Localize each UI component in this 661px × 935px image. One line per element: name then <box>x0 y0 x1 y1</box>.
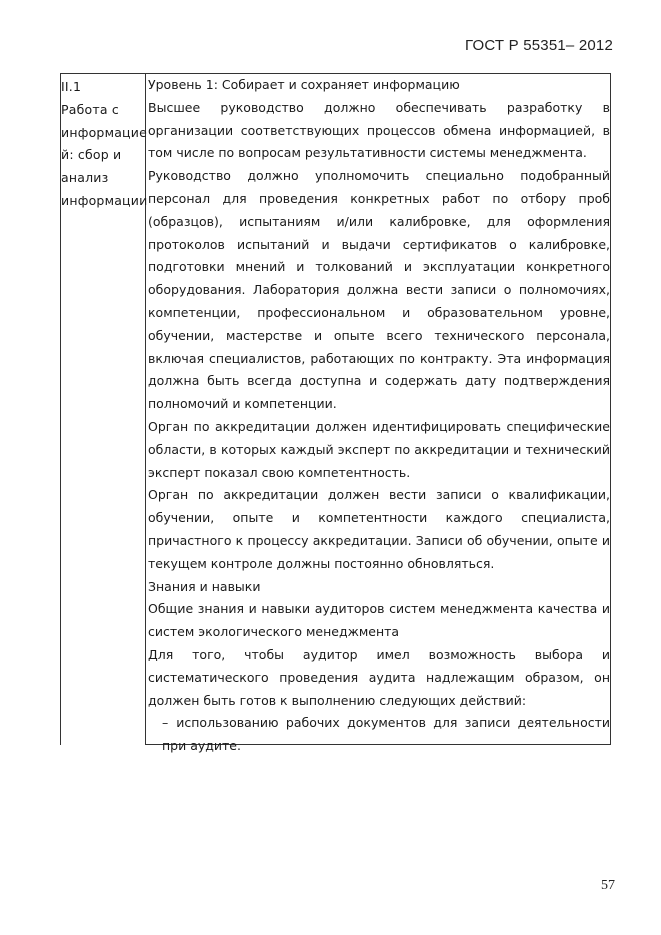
section-title-line-4: анализ <box>61 170 109 186</box>
knowledge-heading: Знания и навыки <box>148 578 261 594</box>
paragraph-auditor-actions: Для того, чтобы аудитор имел возможность выбора и систематического проведения аудита надлежащим образом, он должен быть готов к выполнению следующих действий: <box>148 646 610 708</box>
bullet-text: использованию рабочих документов для записи деятельности при аудите. <box>162 715 610 754</box>
paragraph-accreditation-areas: Орган по аккредитации должен идентифицировать специфические области, в которых каждый эксперт по аккредитации и технический эксперт показал свою компетентность. <box>148 418 610 480</box>
paragraph-accreditation-records: Орган по аккредитации должен вести записи о квалификации, обучении, опыте и компетентности каждого специалиста, причастного к процессу аккредитации. Записи об обучении, опыте и текущем контроле должны постоянно обновляться. <box>148 487 610 571</box>
left-cell <box>61 76 148 213</box>
bullet-item <box>148 712 610 758</box>
section-title-line-2: информацие <box>61 124 147 140</box>
section-title-line-3: й: сбор и <box>61 147 122 163</box>
level-heading: Уровень 1: Собирает и сохраняет информацию <box>148 77 460 92</box>
section-title-line-5: информации <box>61 192 148 208</box>
page-number: 57 <box>601 878 615 893</box>
paragraph-management: Высшее руководство должно обеспечивать разработку в организации соответствующих процессов обмена информацией, в том числе по вопросам результативности системы менеджмента. <box>148 99 610 161</box>
paragraph-personnel: Руководство должно уполномочить специально подобранный персонал для проведения конкретных работ по отбору проб (образцов), испытаниям и/или калибровке, для оформления протоколов испытаний и выдачи сертификатов о калибровке, подготовки мнений и толкований и эксплуатации конкретного оборудования. Лаборатория должна вести записи о полномочиях, компетенции, профессиональном и образовательном уровне, обучении, мастерстве и опыте всего технического персонала, включая специалистов, работающих по контракту. Эта информация должна быть всегда доступна и содержать дату подтверждения полномочий и компетенции. <box>148 168 610 412</box>
right-cell <box>148 74 610 758</box>
document-header: ГОСТ Р 55351– 2012 <box>465 37 613 54</box>
section-code: II.1 <box>61 79 82 94</box>
section-title-line-1: Работа с <box>61 101 119 117</box>
bullet-dash: – <box>162 715 169 731</box>
paragraph-general-knowledge: Общие знания и навыки аудиторов систем менеджмента качества и систем экологического менеджмента <box>148 601 610 640</box>
